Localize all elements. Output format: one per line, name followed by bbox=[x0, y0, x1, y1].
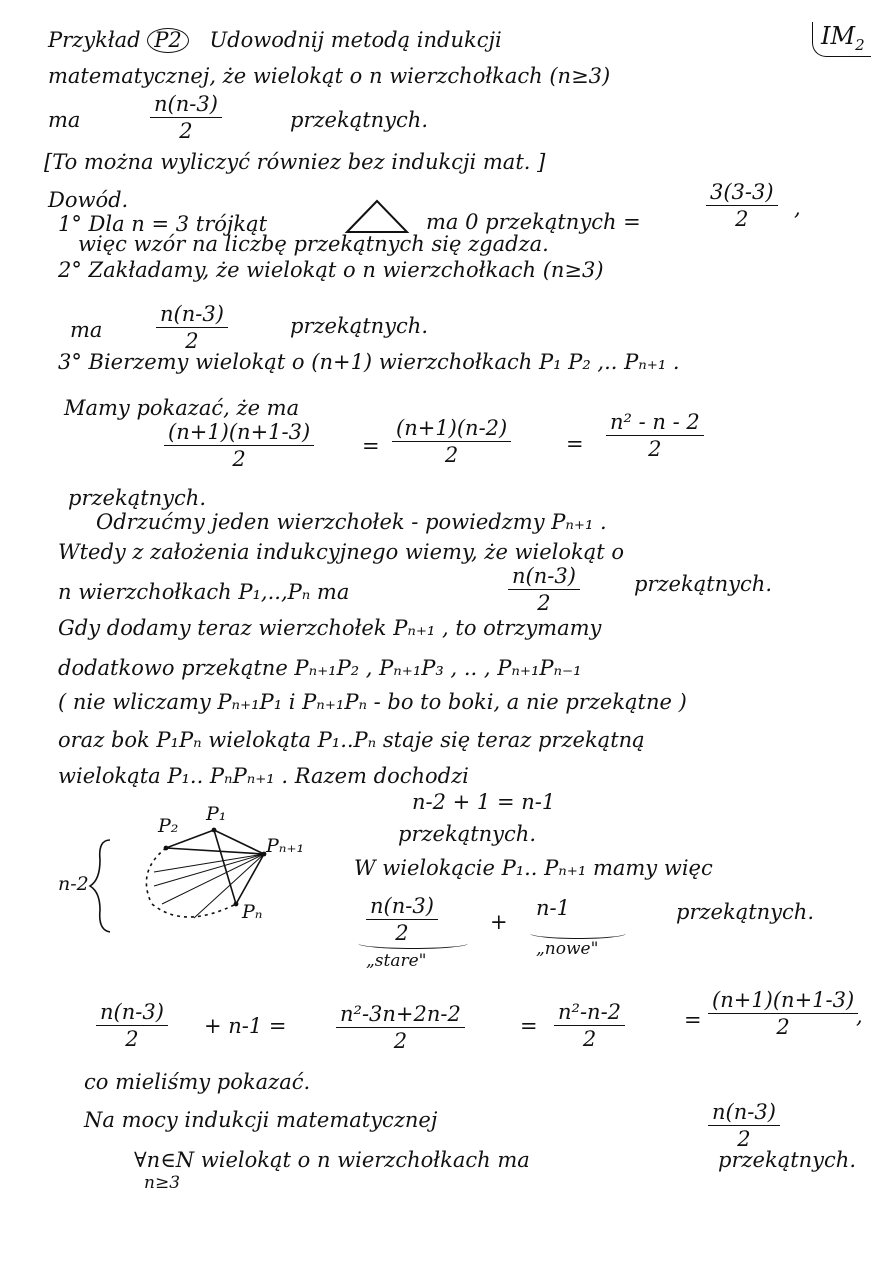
eq2-comma: , bbox=[856, 1004, 863, 1028]
step1-text-b: ma 0 przekątnych = bbox=[426, 210, 641, 234]
label-new: „nowe" bbox=[536, 939, 599, 959]
sum-fraction: $\frac{n(n-3)}{2}$ bbox=[366, 894, 438, 945]
conclusion-line-2: Na mocy indukcji matematycznej bbox=[84, 1108, 438, 1132]
sum-rest: przekątnych. bbox=[676, 900, 815, 924]
step3-line-2: Mamy pokazać, że ma bbox=[64, 396, 300, 420]
sum-plus: + bbox=[490, 910, 508, 934]
eq2-fraction-3: $\frac{\text{n²-n-2}}{2}$ bbox=[554, 1000, 625, 1051]
eq2-equals-3: = bbox=[684, 1008, 702, 1032]
underbrace-new bbox=[530, 928, 626, 939]
note-bracket: [To można wyliczyć równiez bez indukcji mat. ] bbox=[44, 150, 546, 174]
example-badge: P2 bbox=[147, 28, 189, 53]
underbrace-old bbox=[358, 938, 468, 949]
step2-line-1: 2° Zakładamy, że wielokąt o n wierzchołkach (n≥3) bbox=[58, 258, 604, 282]
eq2-plus: + n-1 = bbox=[204, 1014, 287, 1038]
paragraph-line-6: ( nie wliczamy Pₙ₊₁P₁ i Pₙ₊₁Pₙ - bo to boki, a nie przekątne ) bbox=[58, 690, 687, 714]
paragraph-line-3b: przekątnych. bbox=[634, 572, 773, 596]
paragraph-line-3a: n wierzchołkach P₁,..,Pₙ ma bbox=[58, 580, 350, 604]
label-old: „stare" bbox=[366, 951, 427, 971]
conclusion-line-3: ∀n∈N wielokąt o n wierzchołkach ma bbox=[134, 1148, 530, 1172]
eq1-fraction-2: $\frac{(n+1)(n-2)}{2}$ bbox=[392, 416, 511, 467]
step1-line-2: więc wzór na liczbę przekątnych się zgadza. bbox=[78, 232, 549, 256]
eq1-equals-2: = bbox=[566, 432, 584, 456]
paragraph-line-7: oraz bok P₁Pₙ wielokąta P₁..Pₙ staje się teraz przekątną bbox=[58, 728, 645, 752]
eq2-fraction-1: $\frac{n(n-3)}{2}$ bbox=[96, 1000, 168, 1051]
eq1-fraction-3: $\frac{\text{n² - n - 2}}{2}$ bbox=[606, 410, 704, 461]
step2-fraction: $\frac{n(n-3)}{2}$ bbox=[156, 302, 228, 353]
vertex-label-p2: P₂ bbox=[158, 815, 179, 837]
conclusion-fraction: $\frac{n(n-3)}{2}$ bbox=[708, 1100, 780, 1151]
proof-heading: Dowód. bbox=[48, 188, 129, 212]
brace-label: n-2 bbox=[58, 873, 89, 895]
eq1-fraction-1: $\frac{(n+1)(n+1-3)}{2}$ bbox=[164, 420, 314, 471]
eq2-equals-2: = bbox=[520, 1014, 538, 1038]
step2-rest: przekątnych. bbox=[290, 314, 429, 338]
task-line-3-rest: przekątnych. bbox=[290, 108, 429, 132]
conclusion-line-1: co mieliśmy pokazać. bbox=[84, 1070, 311, 1094]
vertex-label-pn: Pₙ bbox=[242, 901, 263, 923]
sum-term-2: n-1 bbox=[536, 896, 570, 920]
paragraph-line-10: przekątnych. bbox=[398, 822, 537, 846]
vertex-label-p1: P₁ bbox=[206, 803, 227, 825]
task-line-2: matematycznej, że wielokąt o n wierzchołkach (n≥3) bbox=[48, 64, 611, 88]
paragraph-line-4: Gdy dodamy teraz wierzchołek Pₙ₊₁ , to otrzymamy bbox=[58, 616, 602, 640]
paragraph-line-5: dodatkowo przekątne Pₙ₊₁P₂ , Pₙ₊₁P₃ , .. , Pₙ₊₁Pₙ₋₁ bbox=[58, 656, 582, 680]
eq2-fraction-4: $\frac{(n+1)(n+1-3)}{2}$ bbox=[708, 988, 858, 1039]
paragraph-line-9: n-2 + 1 = n-1 bbox=[412, 790, 556, 814]
example-heading bbox=[48, 28, 502, 53]
task-line-3-ma: ma bbox=[48, 108, 81, 132]
course-tag: $IM_2$ bbox=[812, 22, 871, 57]
paragraph-line-11: W wielokącie P₁.. Pₙ₊₁ mamy więc bbox=[354, 856, 713, 880]
step1-comma: , bbox=[794, 196, 801, 220]
step1-text-a: 1° Dla n = 3 trójkąt bbox=[58, 212, 268, 236]
paragraph-line-2: Wtedy z założenia indukcyjnego wiemy, że wielokąt o bbox=[58, 540, 625, 564]
after-eq1: przekątnych. bbox=[68, 486, 207, 510]
step2-ma: ma bbox=[70, 318, 103, 342]
task-title: Udowodnij metodą indukcji bbox=[209, 28, 502, 52]
step3-line-1: 3° Bierzemy wielokąt o (n+1) wierzchołkach P₁ P₂ ,.. Pₙ₊₁ . bbox=[58, 350, 680, 374]
step1-fraction: $\frac{3(3-3)}{2}$ bbox=[706, 180, 778, 231]
paragraph-line-1: Odrzućmy jeden wierzchołek - powiedzmy Pₙ₊₁ . bbox=[96, 510, 607, 534]
example-word: Przykład bbox=[48, 28, 141, 52]
paragraph-line-8: wielokąta P₁.. PₙPₙ₊₁ . Razem dochodzi bbox=[58, 764, 469, 788]
vertex-label-pn1: Pₙ₊₁ bbox=[266, 835, 305, 857]
eq1-equals-1: = bbox=[362, 434, 380, 458]
conclusion-rest: przekątnych. bbox=[718, 1148, 857, 1172]
conclusion-subscript: n≥3 bbox=[144, 1173, 181, 1193]
task-fraction: $\frac{n(n-3)}{2}$ bbox=[150, 92, 222, 143]
paragraph-fraction: $\frac{n(n-3)}{2}$ bbox=[508, 564, 580, 615]
eq2-fraction-2: $\frac{\text{n²-3n+2n-2}}{2}$ bbox=[336, 1002, 465, 1053]
